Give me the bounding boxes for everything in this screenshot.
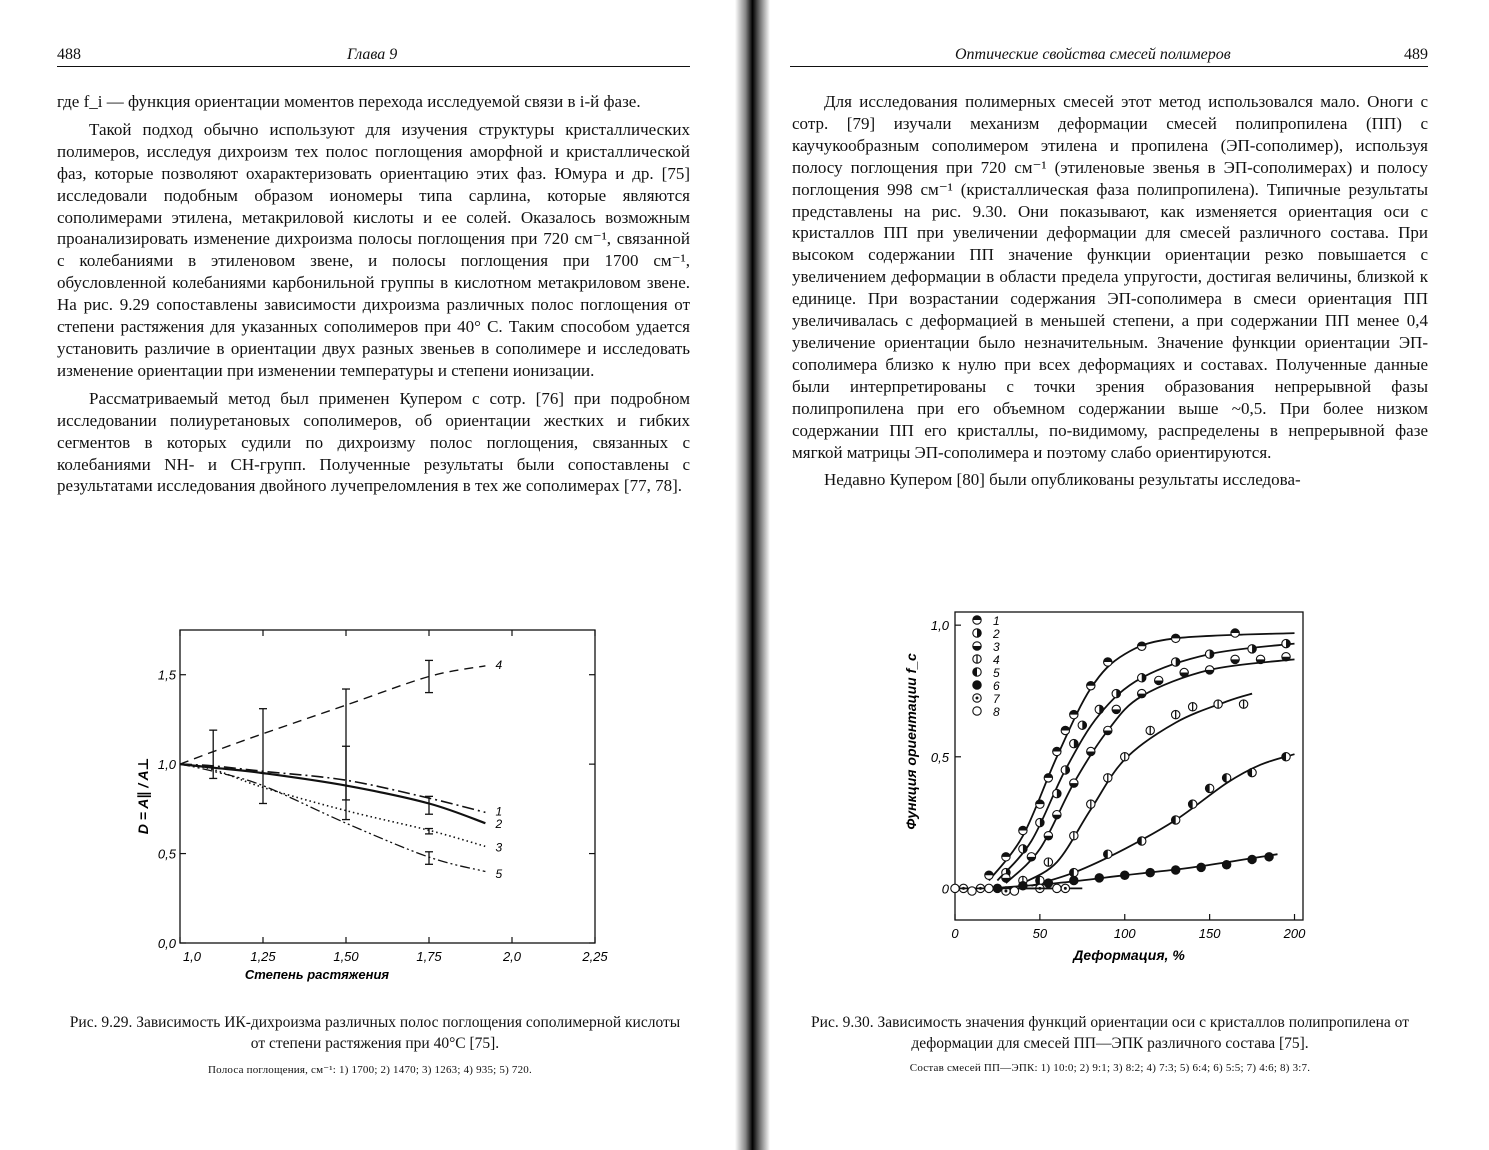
chart2-series-6-point (1197, 863, 1205, 871)
chart2-series-3-point (1087, 747, 1095, 755)
chart2-series-5-point (1282, 753, 1290, 761)
chart2-series-2-point (1282, 639, 1290, 647)
chart1-x-tick-label: 2,25 (582, 949, 608, 964)
chart1-y-tick-label: 0,5 (157, 846, 176, 862)
chart2-legend-label-1: 1 (993, 614, 1000, 628)
chart2-x-tick-label: 0 (951, 926, 959, 941)
figure-9-30-chart (900, 600, 1320, 970)
chart2-series-3-point (1256, 655, 1264, 663)
chart1-x-tick-label: 1,75 (416, 949, 442, 964)
chart2-series-5-point (1070, 868, 1078, 876)
right-body-text (792, 91, 1428, 491)
book-spine (735, 0, 770, 1150)
figure-9-29-caption: Рис. 9.29. Зависимость ИК-дихроизма различных полос поглощения сополимерной кислоты от степени растяжения при 40°С [75]. (69, 1014, 681, 1052)
chart2-series-4-point (1070, 832, 1078, 840)
chart2-legend-marker-4 (973, 655, 981, 663)
chart2-series-1-point (1053, 747, 1061, 755)
chart2-series-4-point (1104, 774, 1112, 782)
chart2-series-2-point (1070, 739, 1078, 747)
chart2-legend-marker-5 (973, 668, 981, 676)
chart2-x-tick-label: 100 (1113, 926, 1136, 941)
chart2-legend-marker-1 (973, 616, 981, 624)
chart2-series-2-point (1078, 721, 1086, 729)
chart2-series-8-point (951, 884, 959, 892)
chart2-legend-label-3: 3 (993, 640, 1000, 654)
chart2-legend-label-6: 6 (993, 679, 1000, 693)
chart2-series-3-point (1053, 811, 1061, 819)
chart2-series-3-point (1070, 779, 1078, 787)
chart2-series-6-point (1146, 868, 1154, 876)
chart2-series-4-point (1121, 753, 1129, 761)
chart2-series-6-point (1044, 879, 1052, 887)
chart1-series-1-line (180, 764, 485, 823)
chart2-series-1-point (1019, 826, 1027, 834)
chart2-series-8-point (1053, 884, 1061, 892)
right-paragraph-2: Недавно Купером [80] были опубликованы результаты исследова- (824, 470, 1301, 490)
chart2-series-1-point (1061, 726, 1069, 734)
chart2-legend-marker-2 (973, 629, 981, 637)
chart2-series-4-point (1214, 700, 1222, 708)
chart2-series-6-point (1171, 866, 1179, 874)
left-paragraph-3: Рассматриваемый метод был применен Купером с сотр. [76] при подробном исследовании полиуретановых сополимеров, об ориентации жестких и гибких сегментов в которых судили по дихроизму полос поглощения, связанных с колебаниями NH- и CH-групп. Полученные результаты были сопоставлены с результатами исследования двойного лучепреломления в тех же сополимерах [77, 78]. (57, 388, 690, 496)
chart2-series-6-point (1070, 876, 1078, 884)
chart2-series-5-point (1171, 816, 1179, 824)
chart2-series-3-point (1138, 689, 1146, 697)
chart2-x-axis-label: Деформация, % (1073, 947, 1185, 963)
chart1-series-4-label: 4 (495, 657, 503, 672)
chart2-series-6-point (1248, 855, 1256, 863)
chart2-series-4-point (1146, 726, 1154, 734)
chart2-series-5-point (1248, 768, 1256, 776)
chart2-series-1-point (985, 871, 993, 879)
chart2-legend-marker-3 (973, 642, 981, 650)
chart1-series-2-label: 2 (495, 817, 503, 832)
chart1-x-tick-label: 1,25 (250, 949, 276, 964)
chart2-series-1-point (1044, 774, 1052, 782)
chart2-series-2-point (1036, 818, 1044, 826)
chart2-series-2-point (1019, 845, 1027, 853)
chart1-y-tick-label: 1,0 (157, 757, 176, 773)
left-page (0, 0, 735, 1150)
chart1-series-5-label: 5 (495, 867, 503, 882)
chart1-frame (180, 630, 595, 943)
right-running-title: Оптические свойства смесей полимеров (955, 46, 1231, 63)
chart2-series-2-point (1095, 705, 1103, 713)
left-paragraph-2: Такой подход обычно используют для изучения структуры кристаллических полимеров, исследуя дихроизм тех полос поглощения аморфной и кристаллической фаз, которые позволяют охарактеризовать ориентацию этих фаз. Юмура и др. [75] исследовали подобным образом иономеры типа сарлина, которые являются сополимерами этилена, метакриловой кислоты и ее солей. Оказалось возможным проанализировать изменение дихроизма полосы поглощения при 720 см⁻¹, связанной с колебаниями в этиленовом звене, и полосы поглощения при 1700 см⁻¹, обусловленной колебаниями карбонильной группы в кислотном метакриловом звене. На рис. 9.29 сопоставлены зависимости дихроизма различных полос поглощения от степени растяжения для указанных сополимеров при 40° С. Таким способом удается установить различие в ориентации двух разных звеньев в сополимере и исследовать изменение ориентации при изменении температуры и степени ионизации. (57, 119, 690, 380)
chart2-series-5-point (1104, 850, 1112, 858)
chart2-legend-label-5: 5 (993, 666, 1000, 680)
chart2-series-4-point (1171, 710, 1179, 718)
chart2-series-4-point (1087, 800, 1095, 808)
chart2-series-1-point (1138, 642, 1146, 650)
chart2-series-2-point (1205, 650, 1213, 658)
chart2-legend-label-2: 2 (993, 627, 1000, 641)
chart2-x-tick-label: 50 (1032, 926, 1048, 941)
chart2-series-4-point (1044, 858, 1052, 866)
chart2-series-3-point (1205, 666, 1213, 674)
chart1-x-tick-label: 1,0 (182, 949, 202, 964)
chart2-series-3-point (1180, 668, 1188, 676)
chart2-series-5-point (1205, 784, 1213, 792)
chart2-legend-label-7: 7 (993, 692, 1000, 706)
chart2-x-tick-label: 150 (1198, 926, 1221, 941)
chart2-series-8-point (985, 884, 993, 892)
right-paragraph-1: Для исследования полимерных смесей этот метод использовался мало. Оноги с сотр. [79] изучали механизм деформации смесей полипропилена (ПП) с каучукообразным сополимером этилена и пропилена (ЭП-сополимер), используя полосу поглощения при 720 см⁻¹ (этиленовые звенья в ЭП-сополимерах) и полосу поглощения 998 см⁻¹ (кристаллическая фаза полипропилена). Типичные результаты представлены на рис. 9.30. Они показывают, как изменяется ориентация оси c кристаллов ПП при увеличении деформации для смесей различного состава. При высоком содержании ПП значение функции ориентации резко повышается с увеличением деформации в области предела упругости, достигая величины, близкой к единице. При возрастании содержания ЭП-сополимера в смеси ориентация ПП увеличивалась с деформацией в меньшей степени, а при содержании ПП менее 0,4 увеличение ориентации было незначительным. Значение функции ориентации ЭП-сополимера близко к нулю при всех деформациях и составах. Полученные данные были интерпретированы с точки зрения образования непрерывной фазы полипропилена при его объемном содержании выше ~0,5. При более низком содержании ПП его кристаллы, по-видимому, распределены в непрерывной фазе мягкой матрицы ЭП-сополимера и поэтому слабо ориентируются. (792, 92, 1428, 462)
chart2-series-1-point (1171, 634, 1179, 642)
chart2-y-axis-label: Функция ориентации f_c (903, 653, 919, 830)
chart2-series-7-point (1061, 884, 1069, 892)
chart2-x-tick-label: 200 (1283, 926, 1306, 941)
chart2-series-2-point (1138, 674, 1146, 682)
chart2-series-1-point (1087, 682, 1095, 690)
chart2-y-tick-label: 0 (941, 881, 949, 897)
left-page-number: 488 (57, 46, 81, 63)
left-running-title: Глава 9 (347, 46, 398, 63)
left-paragraph-1: где f_i — функция ориентации моментов перехода исследуемой связи в i-й фазе. (57, 92, 641, 111)
right-page-number: 489 (1404, 46, 1428, 63)
chart2-series-3-point (1112, 705, 1120, 713)
chart1-x-tick-label: 2,0 (502, 949, 522, 964)
chart1-series-4-line (180, 666, 485, 764)
chart2-series-3-point (1027, 853, 1035, 861)
chart1-series-3-label: 3 (495, 840, 503, 855)
chart2-series-2-point (1061, 766, 1069, 774)
chart2-legend-label-8: 8 (993, 705, 1000, 719)
chart2-series-3-point (1282, 653, 1290, 661)
chart2-series-2-point (1053, 789, 1061, 797)
chart2-series-8-point (968, 887, 976, 895)
chart2-series-6-point (1095, 874, 1103, 882)
chart2-series-6-point (1121, 871, 1129, 879)
chart2-series-1-point (1036, 800, 1044, 808)
chart2-series-1-point (1070, 710, 1078, 718)
chart1-series-3-line (180, 764, 485, 812)
chart1-series-1-label: 1 (495, 804, 503, 819)
chart2-series-1-point (1002, 853, 1010, 861)
chart1-series-5-line (180, 764, 485, 871)
chart2-series-2-point (1171, 658, 1179, 666)
chart2-legend-marker-6 (973, 681, 981, 689)
chart2-series-1-point (1231, 629, 1239, 637)
chart2-series-6-point (1265, 853, 1273, 861)
chart2-series-1-point (1104, 658, 1112, 666)
chart2-series-5-point (1188, 800, 1196, 808)
left-running-header (57, 44, 690, 67)
chart2-series-3-point (1044, 832, 1052, 840)
chart2-series-4-point (1188, 703, 1196, 711)
chart1-y-tick-label: 0,0 (157, 936, 176, 951)
chart2-series-3-point (1231, 655, 1239, 663)
chart2-legend-marker-7 (973, 694, 981, 702)
left-body-text (57, 91, 690, 497)
right-page (770, 0, 1489, 1150)
chart1-x-axis-label: Степень растяжения (244, 967, 390, 982)
chart1-y-tick-label: 1,5 (157, 667, 176, 683)
figure-9-30-caption: Рис. 9.30. Зависимость значения функций ориентации оси c кристаллов полипропилена от деформации для смесей ПП—ЭПК различного состава [75]. (811, 1014, 1409, 1052)
chart2-series-2-point (1112, 689, 1120, 697)
right-running-header (790, 44, 1428, 67)
chart2-legend-label-4: 4 (993, 653, 1000, 667)
chart2-series-5-point (1222, 774, 1230, 782)
chart2-series-4-point (1239, 700, 1247, 708)
figure-9-29-chart (130, 620, 630, 985)
chart2-series-2-point (1248, 645, 1256, 653)
chart2-legend-marker-8 (973, 707, 981, 715)
chart1-y-axis-label: D = A∥ / A⊥ (135, 757, 151, 835)
chart2-series-8-point (1010, 887, 1018, 895)
chart2-y-tick-label: 1,0 (930, 618, 949, 634)
chart2-y-tick-label: 0,5 (930, 749, 949, 765)
chart1-series-2-line (180, 764, 485, 846)
figure-9-29-legend-note: Полоса поглощения, см⁻¹: 1) 1700; 2) 1470; 3) 1263; 4) 935; 5) 720. (208, 1064, 532, 1076)
chart2-series-3-point (1155, 676, 1163, 684)
chart2-series-3-point (1002, 874, 1010, 882)
chart2-series-6-point (1222, 861, 1230, 869)
figure-9-30-legend-note: Состав смесей ПП—ЭПК: 1) 10:0; 2) 9:1; 3) 8:2; 4) 7:3; 5) 6:4; 6) 5:5; 7) 4:6; 8) 3:7. (909, 1062, 1311, 1074)
chart2-series-3-point (1104, 726, 1112, 734)
chart1-x-tick-label: 1,50 (333, 949, 359, 964)
chart2-series-5-point (1138, 837, 1146, 845)
